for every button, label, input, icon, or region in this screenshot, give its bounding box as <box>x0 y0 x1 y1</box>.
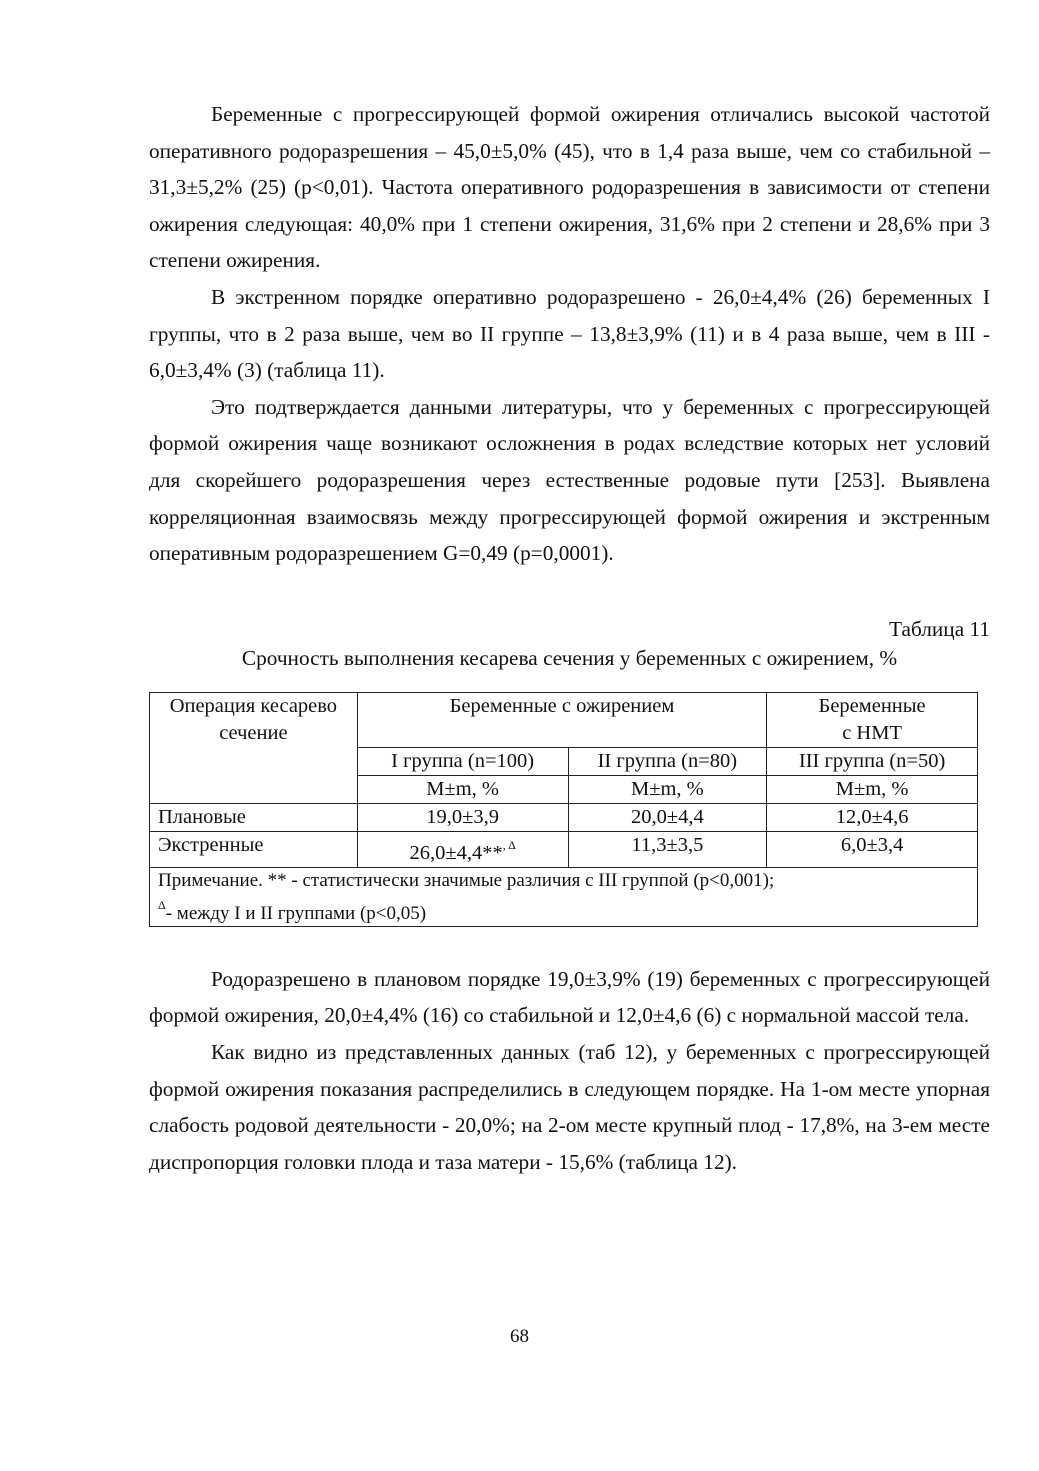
table-header-row-1 <box>150 692 978 747</box>
header-operation: Операция кесарево сечение <box>150 692 358 803</box>
table-note-row <box>150 867 978 926</box>
cell-emergency-g3: 6,0±3,4 <box>767 831 978 867</box>
header-unit-3: M±m, % <box>767 775 978 803</box>
header-group-2: II группа (n=80) <box>568 747 767 775</box>
header-nmt-group <box>767 692 978 747</box>
header-group-1: I группа (n=100) <box>357 747 568 775</box>
paragraph-literature: Это подтверждается данными литературы, что у беременных с прогрессирующей формой ожирения чаще возникают осложнения в родах вследствие которых нет условий для скорейшего родоразрешения через естественные родовые пути [253]. Выявлена корреляционная взаимосвязь между прогрессирующей формой ожирения и экстренным оперативным родоразрешением G=0,49 (р=0,0001). <box>149 394 990 566</box>
paragraph-indications: Как видно из представленных данных (таб 12), у беременных с прогрессирующей формой ожирения показания распределились в следующем порядке. На 1-ом месте упорная слабость родовой деятельности - 20,0%; на 2-ом месте крупный плод - 17,8%, на 3-ем месте диспропорция головки плода и таза матери - 15,6% (таблица 12). <box>149 1039 990 1174</box>
note-line-1: Примечание. ** - статистически значимые различия с III группой (р<0,001); <box>158 869 775 891</box>
paragraph-planned-delivery: Родоразрешено в плановом порядке 19,0±3,9% (19) беременных с прогрессирующей формой ожирения, 20,0±4,4% (16) со стабильной и 12,0±4,6 (6) с нормальной массой тела. <box>149 966 990 1028</box>
note-line-2: - между I и II группами (р<0,05) <box>165 902 427 924</box>
cell-planned-g2: 20,0±4,4 <box>568 803 767 831</box>
table-number: Таблица 11 <box>889 616 990 641</box>
table-row <box>150 803 978 831</box>
paragraph-operative-delivery: Беременные с прогрессирующей формой ожирения отличались высокой частотой оперативного родоразрешения – 45,0±5,0% (45), что в 1,4 раза выше, чем со стабильной – 31,3±5,2% (25) (р<0,01). Частота оперативного родоразрешения в зависимости от степени ожирения следующая: 40,0% при 1 степени ожирения, 31,6% при 2 степени и 28,6% при 3 степени ожирения. <box>149 102 990 273</box>
significance-mark: , Δ <box>502 837 516 852</box>
table-row <box>150 831 978 867</box>
header-nmt-line2: с НМТ <box>842 721 902 744</box>
table-title: Срочность выполнения кесарева сечения у беременных с ожирением, % <box>241 645 898 670</box>
row-label-planned: Плановые <box>150 803 358 831</box>
cell-planned-g3: 12,0±4,6 <box>767 803 978 831</box>
cell-emergency-g2: 11,3±3,5 <box>568 831 767 867</box>
header-group-3: III группа (n=50) <box>767 747 978 775</box>
header-unit-1: M±m, % <box>357 775 568 803</box>
header-unit-2: M±m, % <box>568 775 767 803</box>
page-content <box>149 96 990 1180</box>
cell-planned-g1: 19,0±3,9 <box>357 803 568 831</box>
page-number: 68 <box>510 1326 529 1347</box>
header-nmt-line1: Беременные <box>818 694 926 717</box>
header-obese-group: Беременные с ожирением <box>357 692 766 747</box>
table-note <box>150 867 978 926</box>
row-label-emergency: Экстренные <box>150 831 358 867</box>
cell-emergency-g1 <box>357 831 568 867</box>
note-delta-mark: Δ <box>158 897 166 912</box>
cell-emergency-g1-value: 26,0±4,4** <box>409 841 503 864</box>
paragraph-emergency-delivery: В экстренном порядке оперативно родоразрешено - 26,0±4,4% (26) беременных I группы, что в 2 раза выше, чем во II группе – 13,8±3,9% (11) и в 4 раза выше, чем в III - 6,0±3,4% (3) (таблица 11). <box>149 284 990 383</box>
cesarean-urgency-table <box>149 692 978 927</box>
